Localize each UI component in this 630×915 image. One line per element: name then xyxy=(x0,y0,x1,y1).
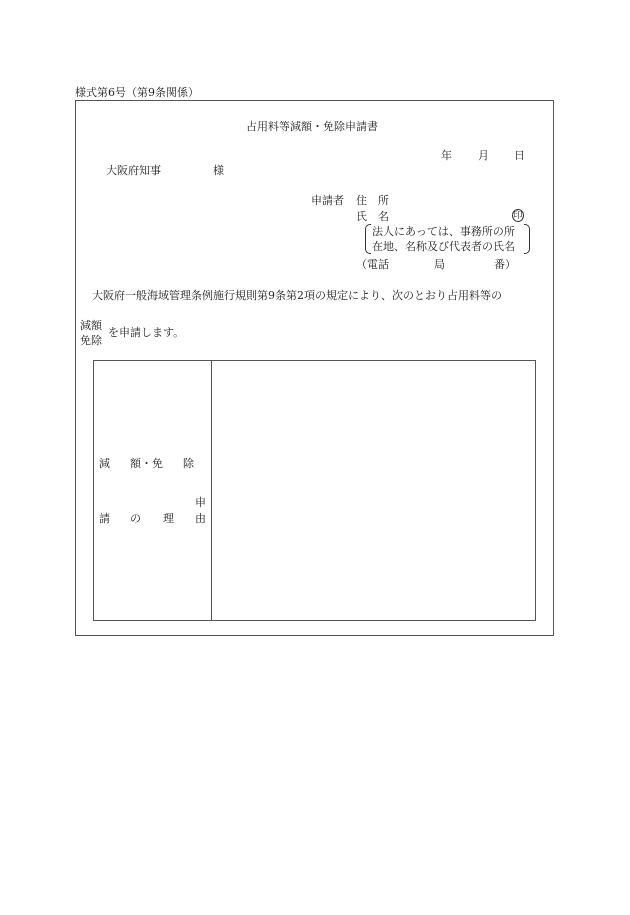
corp-note-line1: 法人にあっては、事務所の所 xyxy=(372,225,515,238)
label-char: の xyxy=(130,512,141,525)
form-title: 占用料等減額・免除申請書 xyxy=(246,120,378,133)
label-char: 請 xyxy=(99,512,110,525)
date-year: 年 xyxy=(441,149,452,162)
form-number: 様式第6号（第9条関係） xyxy=(75,86,199,99)
label-char: 減 xyxy=(99,457,110,470)
reason-content-area[interactable] xyxy=(213,362,534,619)
addressee-honorific: 様 xyxy=(213,164,224,177)
body-text-line1: 大阪府一般海域管理条例施行規則第9条第2項の規定により、次のとおり占用料等の xyxy=(92,289,502,302)
name-label: 氏 名 xyxy=(356,210,389,223)
option-reduction: 減額 xyxy=(80,319,102,332)
right-bracket xyxy=(524,224,530,254)
phone-bureau: 局 xyxy=(434,258,445,271)
corp-note-line2: 在地、名称及び代表者の氏名 xyxy=(372,240,515,253)
label-char: 額・免 xyxy=(130,457,163,470)
addressee-name: 大阪府知事 xyxy=(106,164,161,177)
label-char: 由 xyxy=(195,512,206,525)
left-bracket xyxy=(365,224,371,254)
date-day: 日 xyxy=(514,149,525,162)
label-char: 申 xyxy=(195,496,206,509)
label-char: 除 xyxy=(183,457,194,470)
seal-icon: 印 xyxy=(513,211,523,221)
phone-number: 番） xyxy=(494,258,516,271)
address-label: 住 所 xyxy=(356,194,389,207)
date-month: 月 xyxy=(478,149,489,162)
label-char: 理 xyxy=(163,512,174,525)
body-text-line2: を申請します。 xyxy=(108,326,185,339)
applicant-label: 申請者 xyxy=(311,194,344,207)
phone-open: （電話 xyxy=(356,258,389,271)
table-divider xyxy=(211,360,212,621)
option-exemption: 免除 xyxy=(80,334,102,347)
